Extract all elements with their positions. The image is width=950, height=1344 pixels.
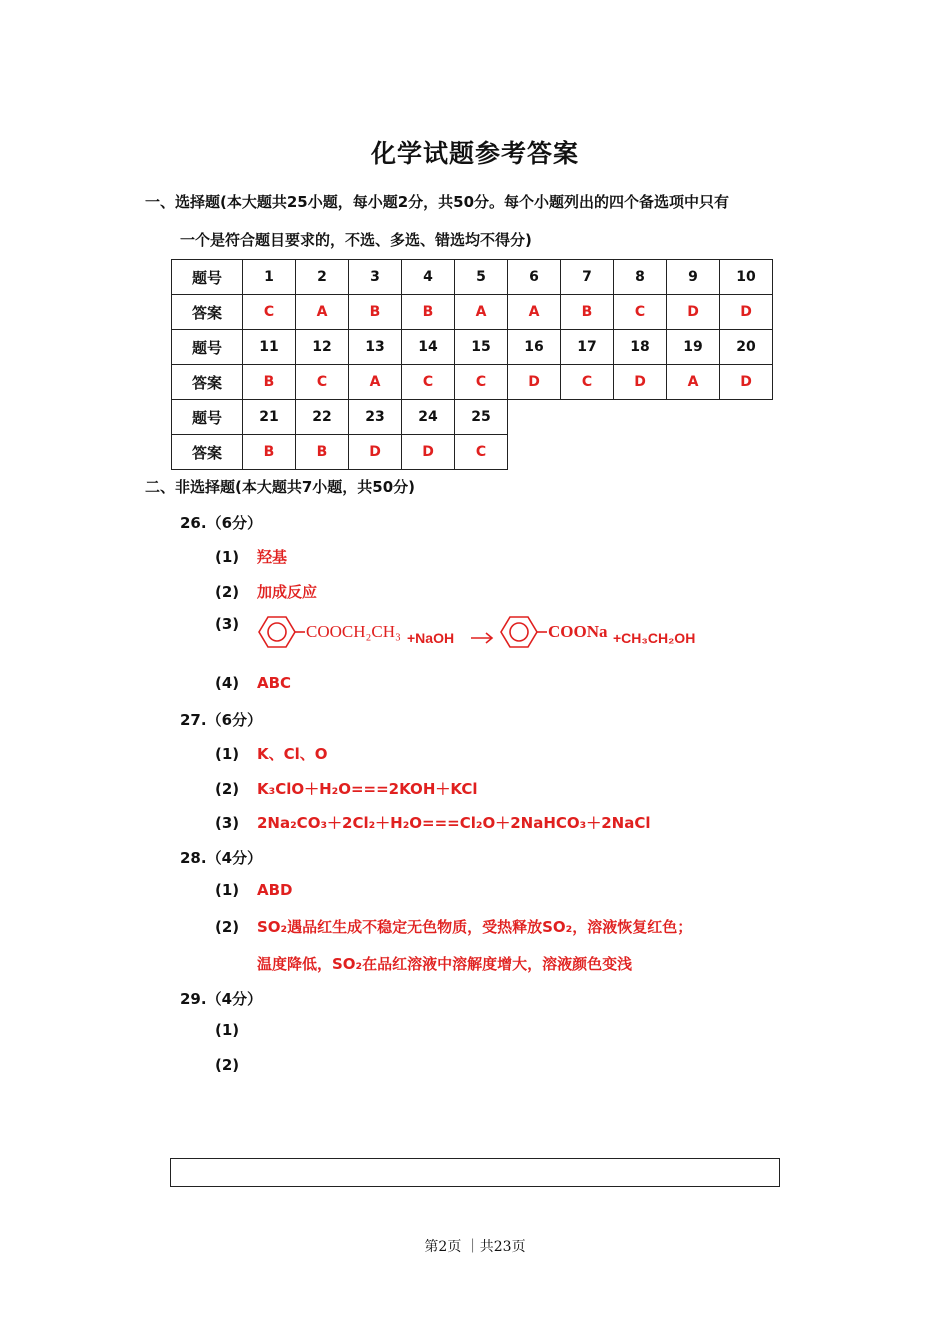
empty-cell (720, 435, 773, 470)
question-number-cell: 22 (296, 400, 349, 435)
q27-heading: 27.（6分） (180, 711, 263, 729)
item-number: (2) (215, 780, 240, 798)
q26-item1 (215, 546, 287, 567)
answer-table (171, 259, 773, 470)
q28-answer1: ABD (257, 881, 293, 899)
ethanol-term: +CH₃CH₂OH (613, 630, 696, 646)
q26-item3 (215, 615, 257, 633)
item-number: (1) (215, 1021, 240, 1039)
q28-answer2-line2: 温度降低，SO₂在品红溶液中溶解度增大，溶液颜色变浅 (257, 955, 633, 973)
answer-cell: D (720, 365, 773, 400)
item-number: (2) (215, 1056, 240, 1074)
arrow-icon (471, 633, 492, 643)
q27-item3 (215, 812, 650, 833)
question-number-cell: 17 (561, 330, 614, 365)
question-number-cell: 23 (349, 400, 402, 435)
answer-cell: D (402, 435, 455, 470)
empty-cell (614, 400, 667, 435)
answer-cell: B (243, 365, 296, 400)
section1-line2: 一个是符合题目要求的，不选、多选、错选均不得分) (180, 231, 532, 249)
answer-cell: A (296, 295, 349, 330)
empty-cell (667, 435, 720, 470)
question-number-cell: 11 (243, 330, 296, 365)
answer-cell: A (667, 365, 720, 400)
item-number: (4) (215, 674, 240, 692)
empty-cell (508, 400, 561, 435)
q28-item1 (215, 881, 293, 899)
q28-item2 (215, 916, 692, 937)
answer-cell: B (349, 295, 402, 330)
page-title: 化学试题参考答案 (370, 139, 579, 168)
answer-cell: C (614, 295, 667, 330)
table-row-question-numbers (172, 260, 773, 295)
q26-heading: 26.（6分） (180, 514, 263, 532)
empty-cell (561, 435, 614, 470)
answer-cell: B (561, 295, 614, 330)
question-number-cell: 25 (455, 400, 508, 435)
question-number-cell: 4 (402, 260, 455, 295)
row-header-question: 题号 (172, 400, 243, 435)
item-number: (3) (215, 814, 240, 832)
empty-cell (614, 435, 667, 470)
question-number-cell: 19 (667, 330, 720, 365)
row-header-question: 题号 (172, 330, 243, 365)
answer-cell: B (296, 435, 349, 470)
q26-item4 (215, 674, 291, 692)
item-number: (1) (215, 881, 240, 899)
q29-item1 (215, 1021, 257, 1039)
answer-cell: A (455, 295, 508, 330)
row-header-answer: 答案 (172, 435, 243, 470)
q27-item2 (215, 778, 477, 799)
table-row-question-numbers (172, 400, 773, 435)
table-row-answers (172, 295, 773, 330)
q26-answer4: ABC (257, 674, 292, 692)
answer-cell: C (296, 365, 349, 400)
empty-cell (561, 400, 614, 435)
question-number-cell: 3 (349, 260, 402, 295)
question-number-cell: 12 (296, 330, 349, 365)
ester-hydrolysis-equation (255, 612, 725, 656)
q28-heading: 28.（4分） (180, 849, 263, 867)
question-number-cell: 5 (455, 260, 508, 295)
question-number-cell: 18 (614, 330, 667, 365)
item-number: (2) (215, 918, 240, 936)
question-number-cell: 14 (402, 330, 455, 365)
answer-cell: C (243, 295, 296, 330)
q29-heading: 29.（4分） (180, 990, 263, 1008)
table-row-answers (172, 365, 773, 400)
section2-heading: 二、非选择题(本大题共7小题，共50分) (145, 478, 416, 496)
question-number-cell: 8 (614, 260, 667, 295)
answer-cell: A (508, 295, 561, 330)
row-header-answer: 答案 (172, 295, 243, 330)
question-number-cell: 24 (402, 400, 455, 435)
question-number-cell: 13 (349, 330, 402, 365)
answer-cell: D (720, 295, 773, 330)
footer-box (170, 1158, 780, 1187)
answer-cell: C (561, 365, 614, 400)
q29-item2 (215, 1056, 257, 1074)
q26-answer1: 羟基 (257, 548, 288, 566)
question-number-cell: 2 (296, 260, 349, 295)
page-number: 第2页 ｜共23页 (424, 1239, 526, 1255)
answer-cell: C (455, 365, 508, 400)
question-number-cell: 21 (243, 400, 296, 435)
question-number-cell: 10 (720, 260, 773, 295)
empty-cell (720, 400, 773, 435)
item-number: (2) (215, 583, 240, 601)
q26-answer2: 加成反应 (257, 583, 318, 601)
table-row-answers (172, 435, 773, 470)
q27-answer1: K、Cl、O (257, 745, 328, 763)
q28-answer2-line1: SO₂遇品红生成不稳定无色物质，受热释放SO₂，溶液恢复红色； (257, 918, 693, 936)
question-number-cell: 1 (243, 260, 296, 295)
row-header-question: 题号 (172, 260, 243, 295)
answer-cell: D (349, 435, 402, 470)
section1-line1: 一、选择题(本大题共25小题，每小题2分，共50分。每个小题列出的四个备选项中只有 (145, 193, 730, 211)
question-number-cell: 7 (561, 260, 614, 295)
answer-cell: B (243, 435, 296, 470)
ester-formula: COOCH₂CH₃ (306, 622, 401, 641)
row-header-answer: 答案 (172, 365, 243, 400)
benzene-ring-icon (259, 617, 295, 647)
naoh-term: +NaOH (407, 630, 455, 646)
answer-cell: B (402, 295, 455, 330)
question-number-cell: 6 (508, 260, 561, 295)
item-number: (1) (215, 745, 240, 763)
q28-item2-cont (257, 953, 632, 974)
answer-cell: D (508, 365, 561, 400)
question-number-cell: 16 (508, 330, 561, 365)
table-row-question-numbers (172, 330, 773, 365)
item-number: (3) (215, 615, 240, 633)
answer-cell: C (402, 365, 455, 400)
answer-cell: C (455, 435, 508, 470)
q27-answer2: K₃ClO＋H₂O===2KOH＋KCl (257, 780, 478, 798)
salt-formula: COONa (548, 622, 608, 641)
benzene-ring-icon (501, 617, 537, 647)
question-number-cell: 15 (455, 330, 508, 365)
answer-cell: A (349, 365, 402, 400)
answer-cell: D (667, 295, 720, 330)
q27-answer3: 2Na₂CO₃＋2Cl₂＋H₂O===Cl₂O＋2NaHCO₃＋2NaCl (257, 814, 651, 832)
question-number-cell: 20 (720, 330, 773, 365)
item-number: (1) (215, 548, 240, 566)
q26-item2 (215, 581, 317, 602)
empty-cell (667, 400, 720, 435)
answer-cell: D (614, 365, 667, 400)
q27-item1 (215, 743, 328, 764)
question-number-cell: 9 (667, 260, 720, 295)
empty-cell (508, 435, 561, 470)
